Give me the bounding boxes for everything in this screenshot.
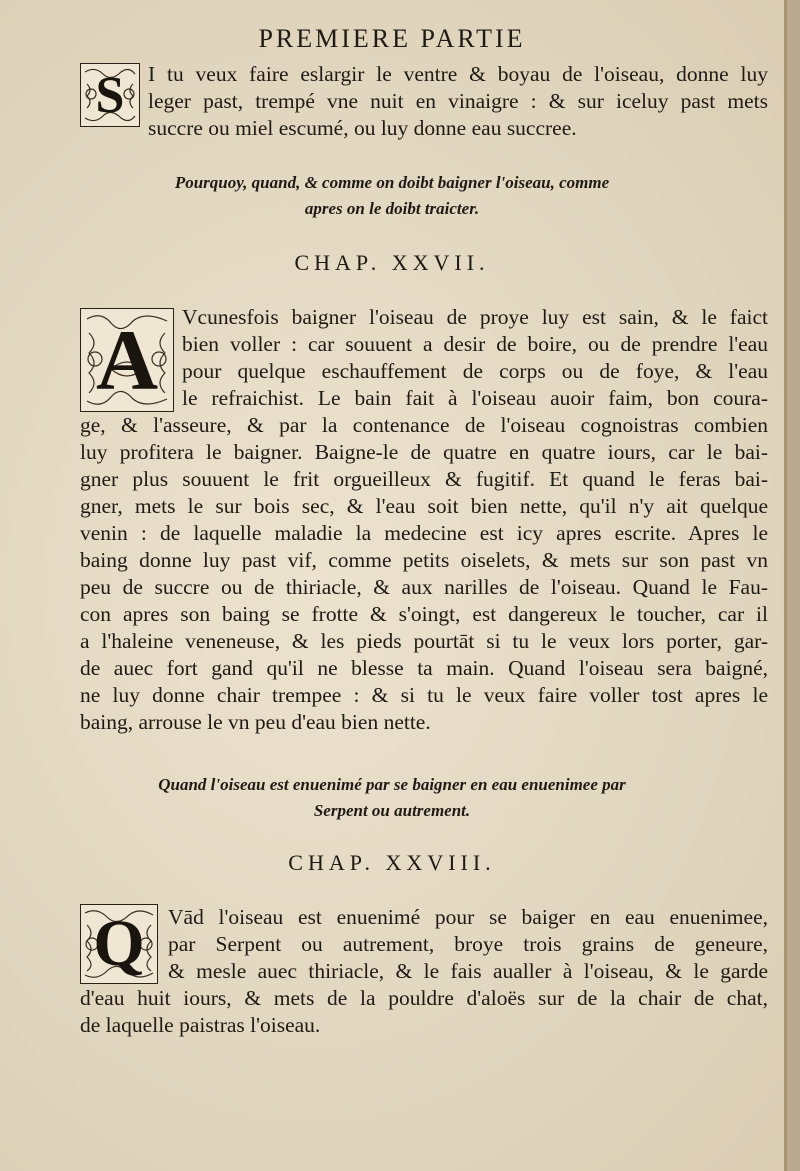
- text-line: peu de succre ou de thiriacle, & aux narilles de l'oiseau. Quand le Fau-: [80, 575, 768, 599]
- text-line: Vād l'oiseau est enuenimé pour se baiger en eau enuenimee,: [168, 905, 768, 929]
- initial-letter: A: [95, 312, 159, 408]
- paragraph-3-indented: [168, 904, 768, 985]
- text-line: Vcunesfois baigner l'oiseau de proye luy est sain, & le faict: [182, 305, 768, 329]
- text-line: a l'haleine veneneuse, & les pieds pourtāt si tu le veux lors porter, gar-: [80, 629, 768, 653]
- running-head: PREMIERE PARTIE: [258, 24, 526, 53]
- initial-letter: Q: [93, 907, 145, 980]
- decorated-initial-q: [80, 904, 158, 984]
- text-line: pour quelque eschauffement de corps ou de foye, & l'eau: [182, 359, 768, 383]
- text-line: le refraichist. Le bain fait à l'oiseau auoir faim, bon coura-: [182, 386, 768, 410]
- text-line: succre ou miel escumé, ou luy donne eau succree.: [148, 116, 577, 140]
- decorated-initial-a: [80, 308, 174, 412]
- decorated-initial-s: [80, 63, 140, 127]
- text-line: bien voller : car souuent a desir de boire, ou de prendre l'eau: [182, 332, 768, 356]
- initial-letter: S: [95, 66, 125, 124]
- text-line: d'eau huit iours, & mets de la pouldre d'aloës sur de la chair de chat,: [80, 986, 768, 1010]
- text-line: leger past, trempé vne nuit en vinaigre : & sur iceluy past mets: [148, 89, 768, 113]
- text-line: venin : de laquelle maladie la medecine est icy apres escrite. Apres le: [80, 521, 768, 545]
- text-line: luy profitera le baigner. Baigne-le de quatre en quatre iours, car le bai-: [80, 440, 768, 464]
- text-line: baing donne luy past vif, comme petits oiselets, & mets sur son past vn: [80, 548, 768, 572]
- rubric-line: Pourquoy, quand, & comme on doibt baigner l'oiseau, comme: [174, 173, 610, 192]
- rubric-line: Quand l'oiseau est enuenimé par se baigner en eau enuenimee par: [158, 775, 626, 794]
- text-line: & mesle auec thiriacle, & le fais aualler à l'oiseau, & le garde: [168, 959, 768, 983]
- text-line: de laquelle paistras l'oiseau.: [80, 1013, 321, 1037]
- text-line: baing, arrouse le vn peu d'eau bien nette.: [80, 710, 431, 734]
- text-line: I tu veux faire eslargir le ventre & boyau de l'oiseau, donne luy: [148, 62, 768, 86]
- paragraph-3-body: [80, 985, 768, 1039]
- text-line: ne luy donne chair trempee : & si tu le veux faire voller tost apres le: [80, 683, 768, 707]
- paragraph-2-indented: [182, 304, 768, 412]
- text-line: con apres son baing se frotte & s'oingt, est dangereux le toucher, car il: [80, 602, 768, 626]
- rubric-line: Serpent ou autrement.: [313, 801, 471, 820]
- paragraph-2-body: [80, 412, 768, 736]
- text-line: de auec fort gand qu'il ne blesse ta main. Quand l'oiseau sera baigné,: [80, 656, 768, 680]
- chapter-rubric-2: [0, 772, 784, 824]
- text-line: par Serpent ou autrement, broye trois grains de geneure,: [168, 932, 768, 956]
- chapter-rubric-1: [0, 170, 784, 222]
- chapter-heading-27: CHAP. XXVII.: [294, 250, 490, 275]
- text-line: gner plus souuent le frit orgueilleux & fugitif. Et quand le feras bai-: [80, 467, 768, 491]
- paragraph-1: [148, 61, 768, 142]
- chapter-heading-28: CHAP. XXVIII.: [288, 850, 496, 875]
- text-line: ge, & l'asseure, & par la contenance de l'oiseau cognoistras combien: [80, 413, 768, 437]
- rubric-line: apres on le doibt traicter.: [304, 199, 480, 218]
- text-line: gner, mets le sur bois sec, & l'eau soit bien nette, qu'il n'y ait quelque: [80, 494, 768, 518]
